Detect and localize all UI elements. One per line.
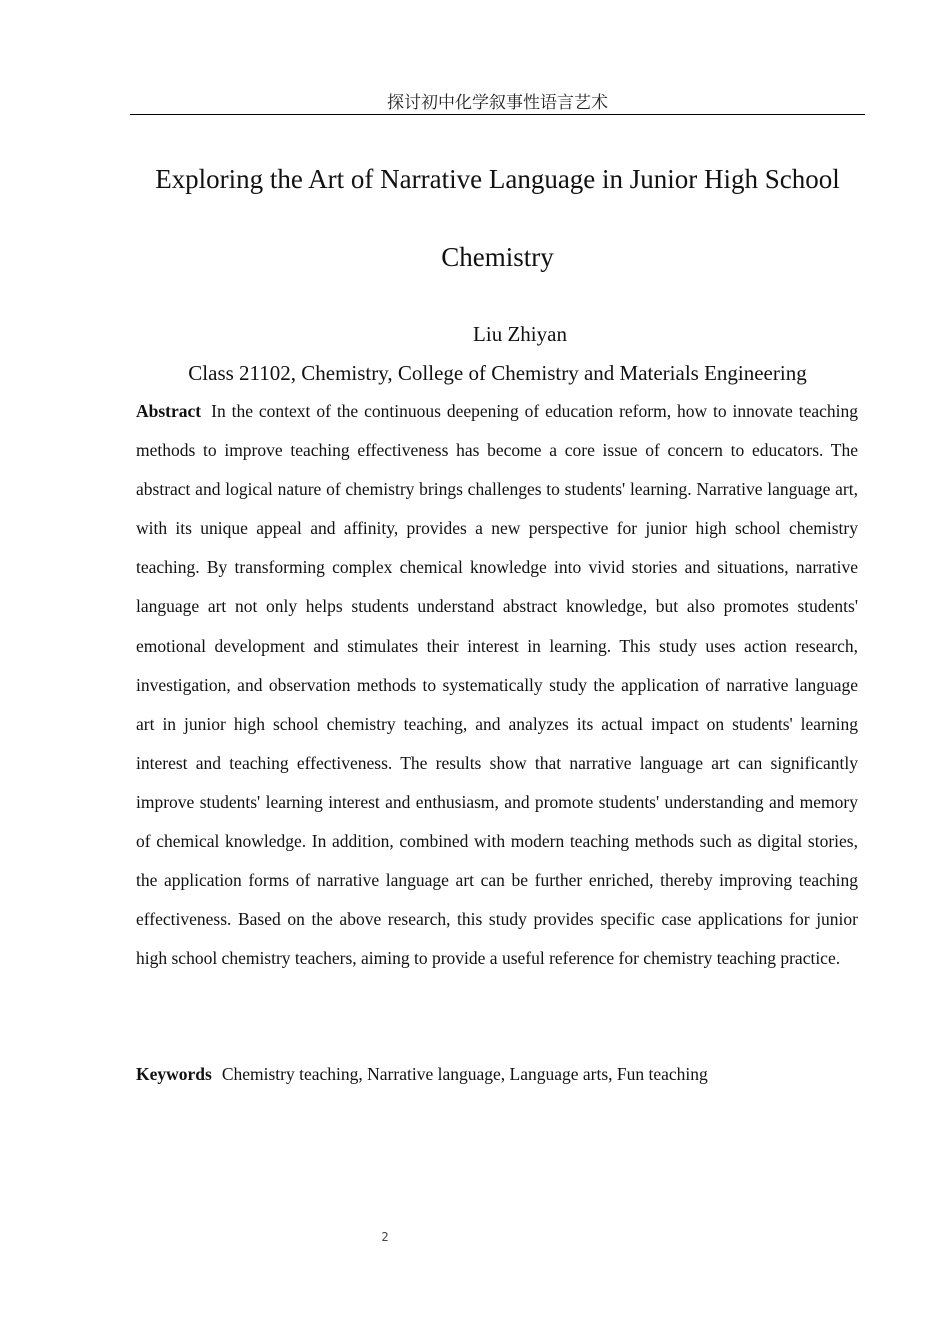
keywords-line: [136, 1058, 858, 1090]
paper-title: Exploring the Art of Narrative Language in Junior High School Chemistry: [155, 164, 840, 272]
author-name: Liu Zhiyan: [473, 322, 567, 346]
abstract-label: Abstract: [136, 401, 202, 421]
running-header: 探讨初中化学叙事性语言艺术: [130, 92, 865, 115]
abstract-text: In the context of the continuous deepening of education reform, how to innovate teaching methods to improve teaching effectiveness has become a core issue of concern to educators. The abstract and logical nature of chemistry brings challenges to students' learning. Narrative language art, with its unique appeal and affinity, provides a new perspective for junior high school chemistry teaching. By transforming complex chemical knowledge into vivid stories and situations, narrative language art not only helps students understand abstract knowledge, but also promotes students' emotional development and stimulates their interest in learning. This study uses action research, investigation, and observation methods to systematically study the application of narrative language art in junior high school chemistry teaching, and analyzes its actual impact on students' learning interest and teaching effectiveness. The results show that narrative language art can significantly improve students' learning interest and enthusiasm, and promote students' understanding and memory of chemical knowledge. In addition, combined with modern teaching methods such as digital stories, the application forms of narrative language art can be further enriched, thereby improving teaching effectiveness. Based on the above research, this study provides specific case applications for junior high school chemistry teachers, aiming to provide a useful reference for chemistry teaching practice.: [136, 401, 858, 969]
author-affiliation: Class 21102, Chemistry, College of Chemistry and Materials Engineering: [188, 361, 807, 385]
keywords-label: Keywords: [136, 1064, 212, 1084]
keywords-text: Chemistry teaching, Narrative language, Language arts, Fun teaching: [221, 1064, 708, 1084]
page-number: 2: [381, 1230, 389, 1244]
abstract-paragraph: [136, 392, 858, 978]
